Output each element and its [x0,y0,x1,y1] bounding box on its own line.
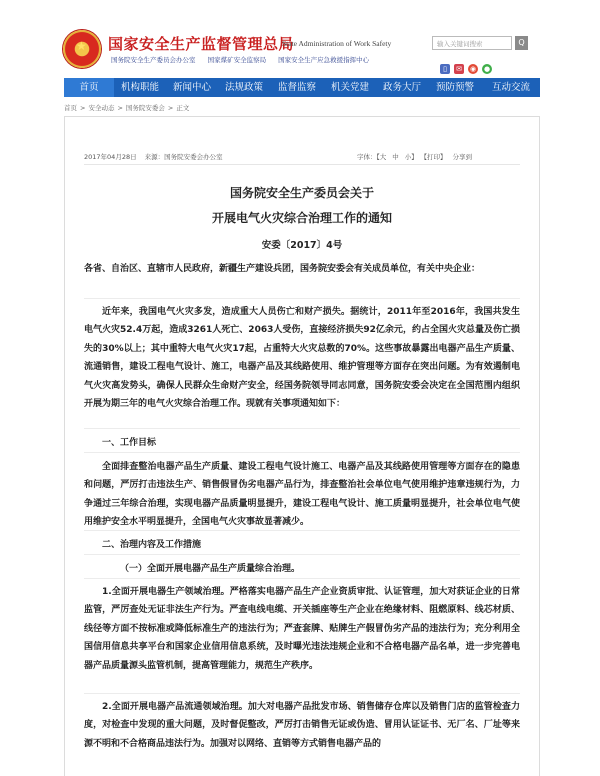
intro-paragraph: 近年来，我国电气火灾多发，造成重大人员伤亡和财产损失。据统计，2011年至2016年，我国共发生电气火灾52.4万起，造成3261人死亡、2063人受伤，直接经济损失92亿余元，约占全国火灾总量及伤亡损失的30%以上；其中重特大电气火灾17起，占重特大火灾总数的70%。这些事故暴露出电器产品生产质量、流通销售，建设工程电气设计、施工，电器产品及其线路使用、维护管理等方面存在突出问题。为有效遏制电气火灾高发势头，确保人民群众生命财产安全，经国务院领导同志同意，国务院安委会决定在全国范围内组织开展为期三年的电气火灾综合治理工作。现就有关事项通知如下： [84,307,520,410]
phone-icon[interactable]: ▯ [440,64,450,74]
wechat-icon[interactable]: ● [483,65,491,73]
breadcrumb-separator: > [117,104,123,112]
nav-item-functions[interactable]: 机构职能 [120,82,159,93]
main-nav [64,78,540,97]
breadcrumb-safety-news[interactable]: 安全动态 [88,104,115,112]
article-meta [84,152,231,161]
nav-item-services[interactable]: 政务大厅 [382,82,421,93]
emblem-star-icon: ★ [76,39,87,53]
sub-link-emergency[interactable]: 国家安全生产应急救援指挥中心 [278,56,370,64]
item2-paragraph: 2.全面开展电器产品流通领域治理。加大对电器产品批发市场、销售储存仓库以及销售门店的监管检查力度，对检查中发现的重大问题，及时督促整改，严厉打击销售无证或伪造、冒用认证证书、无厂名、厂址等来源不明和不合格商品违法行为。加强对以网络、直销等方式销售电器产品的 [84,702,520,749]
search-button[interactable]: Q [515,36,528,50]
document-number: 安委〔2017〕4号 [261,240,343,251]
font-size-medium[interactable]: 中 [392,153,399,161]
breadcrumb-separator: > [167,104,174,112]
meta-divider [84,164,520,165]
article-title-line2: 开展电气火灾综合治理工作的通知 [211,211,392,225]
paragraph-divider [84,578,520,579]
paragraph-divider [84,554,520,555]
section2-heading: 二、治理内容及工作措施 [102,540,202,550]
sub-link-safety-committee[interactable]: 国务院安全生产委员会办公室 [111,56,196,64]
nav-item-interaction[interactable]: 互动交流 [491,82,530,93]
publish-date: 2017年04月28日 [84,153,137,161]
breadcrumb [64,103,189,112]
paragraph-divider [84,693,520,694]
mail-icon[interactable]: ✉ [454,64,464,74]
paragraph-divider [84,452,520,453]
print-button[interactable]: 【打印】 [423,153,447,161]
subsection1-heading: （一）全面开展电器产品生产质量综合治理。 [120,564,301,574]
section1-heading: 一、工作目标 [102,438,157,448]
nav-item-regulations[interactable]: 法规政策 [224,82,263,93]
paragraph-divider [84,530,520,531]
weibo-icon[interactable]: ◉ [469,65,477,73]
site-name-cn[interactable]: 国家安全生产监督管理总局 [108,35,295,53]
paragraph-divider [84,298,520,299]
national-emblem-logo[interactable] [63,30,101,68]
share-button[interactable]: 分享到 [452,153,472,161]
nav-item-warning[interactable]: 预防预警 [435,82,474,93]
font-size-large[interactable]: 字体：【大 [357,153,387,161]
breadcrumb-separator: > [80,104,86,112]
sub-link-coal-mine[interactable]: 国家煤矿安全监察局 [207,56,267,64]
section1-paragraph: 全面排查整治电器产品生产质量、建设工程电气设计施工、电器产品及其线路使用管理等方面存在的隐患和问题，严厉打击违法生产、销售假冒伪劣电器产品行为，排查整治社会单位电气使用维护违章违规行为，力争通过三年综合治理，实现电器产品质量明显提升，建设工程电气设计、施工质量明显提升，社会单位电气使用维护安全水平明显提升，全国电气火灾事故显著减少。 [84,462,520,528]
nav-item-news[interactable]: 新闻中心 [172,82,211,93]
breadcrumb-state-council[interactable]: 国务院安委会 [125,104,165,112]
search-input[interactable]: 输入关键词搜索 [432,36,512,50]
article-source: 来源：国务院安委会办公室 [144,153,223,161]
paragraph-divider [84,428,520,429]
site-header [0,0,600,76]
nav-item-home[interactable]: 首页 [64,78,114,97]
addressee-paragraph: 各省、自治区、直辖市人民政府，新疆生产建设兵团，国务院安委会有关成员单位，有关中央企业： [84,264,481,274]
article-tools [357,152,478,161]
nav-item-party[interactable]: 机关党建 [330,82,369,93]
social-icons [440,56,496,75]
breadcrumb-home[interactable]: 首页 [64,104,77,112]
breadcrumb-current: 正文 [176,104,190,112]
site-name-en: State Administration of Work Safety [282,39,392,48]
sub-site-links [111,55,379,64]
font-size-small[interactable]: 小】 [404,153,418,161]
nav-item-supervision[interactable]: 监督监察 [277,82,316,93]
item1-paragraph: 1.全面开展电器生产领域治理。严格落实电器产品生产企业资质审批、认证管理，加大对获证企业的日常监管，严厉查处无证非法生产行为。严查电线电缆、开关插座等生产企业在绝缘材料、阻燃原料、线芯材质、线径等方面不按标准或降低标准生产的违法行为；严查套牌、贴牌生产假冒伪劣产品的违法行为；充分利用全国信用信息共享平台和国家企业信用信息系统，及时曝光违法违规企业和不合格电器产品名单，进一步完善电器产品质量源头监管机制，提高管理能力，规范生产秩序。 [84,587,520,671]
article-title-line1: 国务院安全生产委员会关于 [229,186,374,200]
